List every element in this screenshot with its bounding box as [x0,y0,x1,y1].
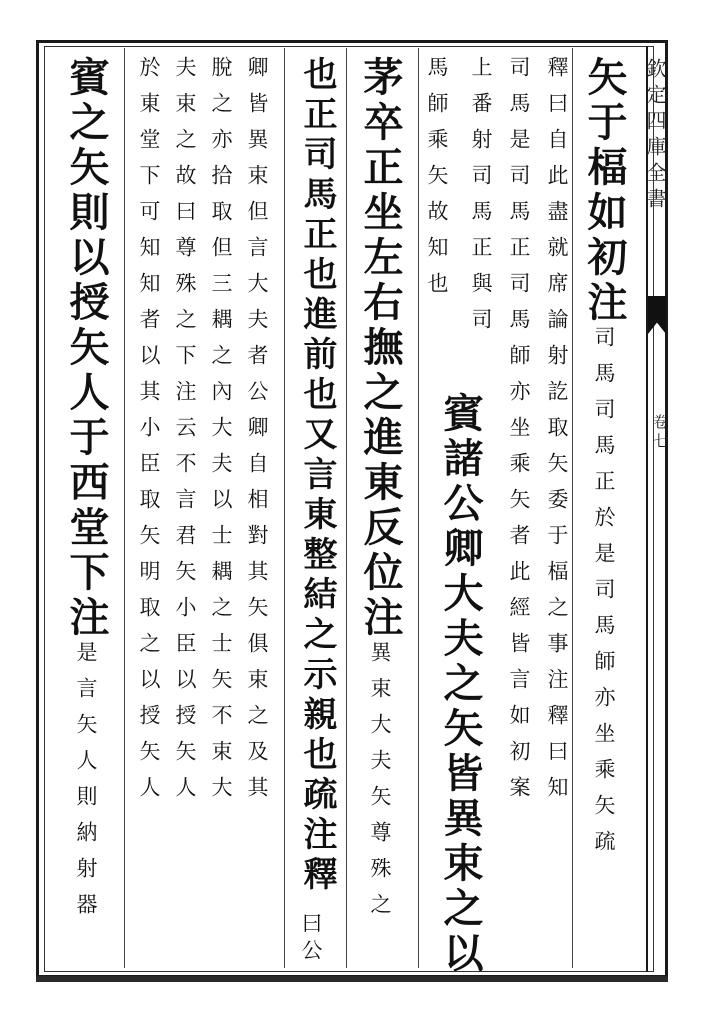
text-column-1 [581,56,628,866]
column-rule [284,48,285,968]
bottom-border-band [36,976,668,982]
text-column-9 [246,56,267,812]
text-column-11 [174,56,195,812]
text-column-10 [210,56,231,812]
main-text: 也正司馬正也進前也又言東整結之示親也疏注釋 [297,56,337,896]
column-rule [124,48,125,968]
commentary-text: 馬師乘矢故知也 [425,56,449,308]
commentary-text: 司馬是司馬正司馬師亦坐乘矢者此經皆言如初案 [507,56,531,812]
margin-volume-label: 卷七 [651,414,669,452]
commentary-text: 脫之亦拾取但三耦之內大夫以士耦之士矢不束大 [209,56,233,812]
main-text: 矢于楅如初注 [581,56,628,326]
text-column-13 [63,56,110,929]
commentary-text: 異束大夫矢尊殊之 [368,641,392,929]
text-column-4 [470,56,491,344]
text-column-12 [138,56,159,812]
main-text: 賓之矢則以授矢人于西堂下注 [63,56,110,641]
column-rule [346,48,347,968]
commentary-text: 上番射司馬正與司 [469,56,493,344]
commentary-text: 釋曰自此盡就席論射訖取矢委于楅之事注釋曰知 [545,56,569,812]
column-rule [418,48,419,968]
text-column-3 [508,56,529,812]
text-column-8 [300,912,321,966]
commentary-text: 曰公 [299,912,323,966]
text-column-7 [297,56,337,896]
text-column-2 [546,56,567,812]
text-column-5-main [437,392,484,977]
text-column-6 [357,56,404,929]
column-rule [572,48,573,968]
text-column-5-commentary [426,56,447,308]
commentary-text: 司馬司馬正於是司馬師亦坐乘矢疏 [592,326,616,866]
commentary-text: 卿皆異束但言大夫者公卿自相對其矢俱束之及其 [245,56,269,812]
margin-book-title: 欽定四庫全書 [643,58,667,214]
commentary-text: 於東堂下可知知者以其小臣取矢明取之以授矢人 [137,56,161,812]
main-text: 賓諸公卿大夫之矢皆異束之以 [437,392,484,977]
main-text: 茅卒正坐左右撫之進東反位注 [357,56,404,641]
commentary-text: 是言矢人則納射器 [74,641,98,929]
commentary-text: 夫束之故曰尊殊之下注云不言君矢小臣以授矢人 [173,56,197,812]
